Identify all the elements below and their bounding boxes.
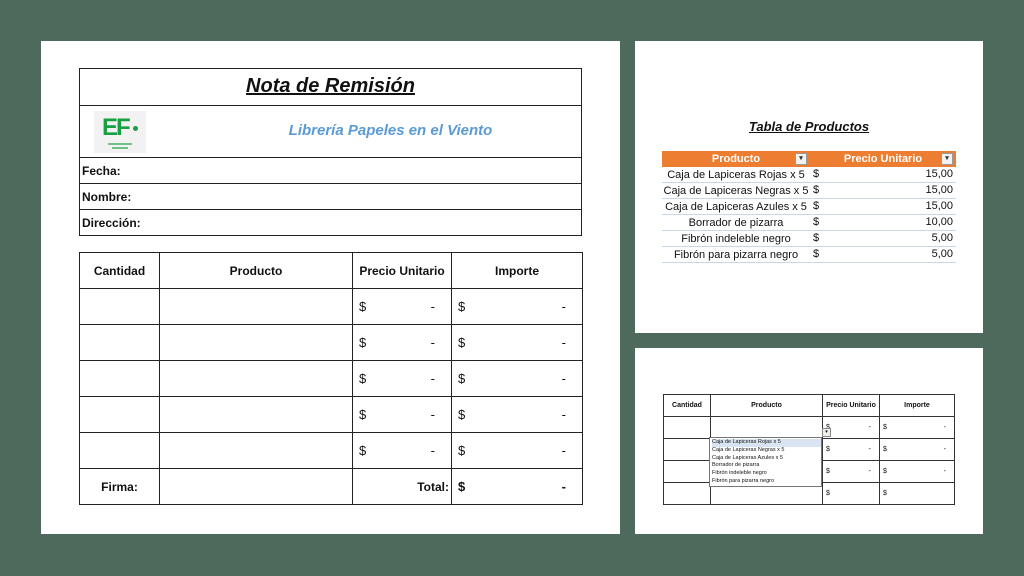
currency-symbol: $ — [813, 232, 820, 244]
currency-symbol: $ — [458, 335, 466, 350]
name-label: Nombre: — [82, 190, 132, 204]
currency-symbol: $ — [813, 216, 820, 228]
currency-symbol: $ — [458, 407, 466, 422]
currency-symbol: $ — [359, 371, 367, 386]
company-logo — [94, 111, 146, 153]
currency-symbol: $ — [458, 443, 466, 458]
total-currency-symbol: $ — [458, 479, 466, 494]
total-value: - — [561, 479, 566, 494]
unit-price-cell[interactable] — [823, 439, 880, 461]
empty-value: - — [561, 299, 566, 314]
table-row — [662, 183, 956, 199]
remission-form-panel — [41, 41, 620, 534]
empty-value: - — [868, 446, 871, 453]
logo-tagline-line — [112, 147, 128, 149]
mini-header-row — [664, 395, 955, 417]
dropdown-option[interactable]: Fibrón indeleble negro — [712, 470, 767, 477]
signature-label: Firma: — [80, 469, 160, 505]
price-value: 10,00 — [925, 216, 953, 228]
header-label: Producto — [711, 153, 761, 165]
unit-price-cell[interactable] — [353, 397, 452, 433]
items-table — [79, 252, 583, 505]
dropdown-option[interactable]: Caja de Lapiceras Azules x 5 — [712, 454, 783, 461]
unit-price-cell[interactable] — [823, 483, 880, 505]
empty-value: - — [868, 468, 871, 475]
address-field[interactable] — [80, 210, 581, 236]
amount-cell[interactable] — [452, 433, 583, 469]
dropdown-option[interactable]: Caja de Lapiceras Negras x 5 — [712, 446, 785, 453]
signature-cell[interactable] — [160, 469, 353, 505]
table-row — [80, 325, 583, 361]
table-row — [662, 199, 956, 215]
column-header-importe: Importe — [880, 395, 955, 417]
column-header-producto: Producto — [711, 395, 823, 417]
dropdown-preview-clip — [635, 348, 983, 497]
unit-price-cell[interactable] — [353, 361, 452, 397]
product-price-cell — [810, 231, 956, 247]
amount-cell[interactable] — [880, 461, 955, 483]
column-header-precio: Precio Unitario — [353, 253, 452, 289]
products-table — [662, 151, 956, 263]
product-name-cell: Borrador de pizarra — [662, 215, 810, 231]
currency-symbol: $ — [458, 371, 466, 386]
quantity-cell[interactable] — [80, 397, 160, 433]
column-header-producto: Producto — [160, 253, 353, 289]
table-row — [664, 417, 955, 439]
dropdown-arrow-icon[interactable]: ▾ — [822, 428, 831, 437]
product-price-cell — [810, 183, 956, 199]
table-row — [662, 215, 956, 231]
dropdown-option[interactable]: Borrador de pizarra — [712, 462, 760, 469]
table-row — [80, 289, 583, 325]
table-row — [80, 361, 583, 397]
document-title: Nota de Remisión — [246, 75, 415, 97]
quantity-cell[interactable] — [664, 417, 711, 439]
column-header-importe: Importe — [452, 253, 583, 289]
currency-symbol: $ — [359, 299, 367, 314]
empty-value: - — [561, 407, 566, 422]
price-value: 5,00 — [931, 232, 953, 244]
products-body — [662, 167, 956, 263]
product-name-cell: Fibrón para pizarra negro — [662, 247, 810, 263]
logo-tagline-line — [108, 143, 132, 145]
table-row — [662, 247, 956, 263]
empty-value: - — [430, 443, 435, 458]
price-value: 5,00 — [931, 248, 953, 260]
empty-value: - — [943, 468, 946, 475]
total-label: Total: — [353, 469, 452, 505]
currency-symbol: $ — [813, 200, 820, 212]
products-header-producto — [662, 151, 810, 167]
empty-value: - — [430, 407, 435, 422]
product-name-cell: Caja de Lapiceras Rojas x 5 — [662, 167, 810, 183]
product-price-cell — [810, 199, 956, 215]
currency-symbol: $ — [458, 299, 466, 314]
product-price-cell — [810, 167, 956, 183]
product-cell[interactable] — [160, 361, 353, 397]
products-table-title: Tabla de Productos — [748, 119, 870, 134]
products-header-precio — [810, 151, 956, 167]
unit-price-cell[interactable] — [353, 433, 452, 469]
empty-value: - — [430, 335, 435, 350]
price-value: 15,00 — [925, 200, 953, 212]
currency-symbol: $ — [826, 446, 830, 453]
unit-price-cell[interactable] — [823, 461, 880, 483]
amount-cell[interactable] — [880, 417, 955, 439]
filter-dropdown-icon[interactable]: ▾ — [941, 153, 953, 165]
unit-price-cell[interactable] — [353, 289, 452, 325]
empty-value: - — [561, 335, 566, 350]
dropdown-option[interactable]: Caja de Lapiceras Rojas x 5 — [712, 439, 821, 447]
footer-row — [80, 469, 583, 505]
currency-symbol: $ — [883, 424, 887, 431]
unit-price-cell[interactable] — [353, 325, 452, 361]
product-cell[interactable] — [160, 397, 353, 433]
empty-value: - — [561, 371, 566, 386]
product-name-cell: Fibrón indeleble negro — [662, 231, 810, 247]
quantity-cell[interactable] — [80, 361, 160, 397]
quantity-cell[interactable] — [80, 433, 160, 469]
empty-value: - — [943, 446, 946, 453]
amount-cell[interactable] — [880, 439, 955, 461]
total-cell — [452, 469, 583, 505]
currency-symbol: $ — [883, 446, 887, 453]
currency-symbol: $ — [359, 335, 367, 350]
empty-value: - — [561, 443, 566, 458]
dropdown-preview-panel — [635, 348, 983, 534]
product-dropdown-list[interactable] — [709, 437, 822, 487]
column-header-cantidad: Cantidad — [664, 395, 711, 417]
product-price-cell — [810, 247, 956, 263]
product-name-cell: Caja de Lapiceras Azules x 5 — [662, 199, 810, 215]
currency-symbol: $ — [359, 443, 367, 458]
filter-dropdown-icon[interactable]: ▾ — [795, 153, 807, 165]
table-row — [80, 397, 583, 433]
column-header-precio: Precio Unitario — [823, 395, 880, 417]
empty-value: - — [430, 299, 435, 314]
logo-letters: EF — [102, 114, 129, 141]
quantity-cell[interactable] — [664, 439, 711, 461]
product-select-cell[interactable] — [711, 417, 823, 439]
price-value: 15,00 — [925, 168, 953, 180]
address-label: Dirección: — [82, 216, 141, 230]
quantity-cell[interactable] — [664, 483, 711, 505]
table-row — [80, 433, 583, 469]
date-field[interactable] — [80, 158, 581, 184]
amount-cell[interactable] — [452, 361, 583, 397]
amount-cell[interactable] — [452, 289, 583, 325]
column-header-cantidad: Cantidad — [80, 253, 160, 289]
currency-symbol: $ — [883, 468, 887, 475]
products-table-panel — [635, 41, 983, 333]
title-row — [80, 69, 581, 106]
date-label: Fecha: — [82, 164, 121, 178]
header-label: Precio Unitario — [843, 153, 923, 165]
products-header-row — [662, 151, 956, 167]
product-cell[interactable] — [160, 325, 353, 361]
amount-cell[interactable] — [880, 483, 955, 505]
currency-symbol: $ — [883, 490, 887, 497]
product-cell[interactable] — [160, 289, 353, 325]
currency-symbol: $ — [826, 490, 830, 497]
product-price-cell — [810, 215, 956, 231]
empty-value: - — [430, 371, 435, 386]
empty-value: - — [943, 424, 946, 431]
name-field[interactable] — [80, 184, 581, 210]
currency-symbol: $ — [813, 184, 820, 196]
items-header-row — [80, 253, 583, 289]
amount-cell[interactable] — [452, 397, 583, 433]
currency-symbol: $ — [813, 248, 820, 260]
currency-symbol: $ — [359, 407, 367, 422]
company-name: Librería Papeles en el Viento — [288, 122, 493, 139]
quantity-cell[interactable] — [80, 289, 160, 325]
company-row — [80, 106, 581, 158]
table-row — [662, 167, 956, 183]
quantity-cell[interactable] — [664, 461, 711, 483]
unit-price-cell[interactable] — [823, 417, 880, 439]
table-row — [662, 231, 956, 247]
currency-symbol: $ — [826, 468, 830, 475]
remission-header — [79, 68, 582, 236]
currency-symbol: $ — [813, 168, 820, 180]
amount-cell[interactable] — [452, 325, 583, 361]
empty-value: - — [868, 424, 871, 431]
price-value: 15,00 — [925, 184, 953, 196]
product-cell[interactable] — [160, 433, 353, 469]
quantity-cell[interactable] — [80, 325, 160, 361]
product-name-cell: Caja de Lapiceras Negras x 5 — [663, 184, 809, 197]
logo-dot — [133, 126, 138, 131]
dropdown-option[interactable]: Fibrón para pizarra negro — [712, 477, 775, 484]
